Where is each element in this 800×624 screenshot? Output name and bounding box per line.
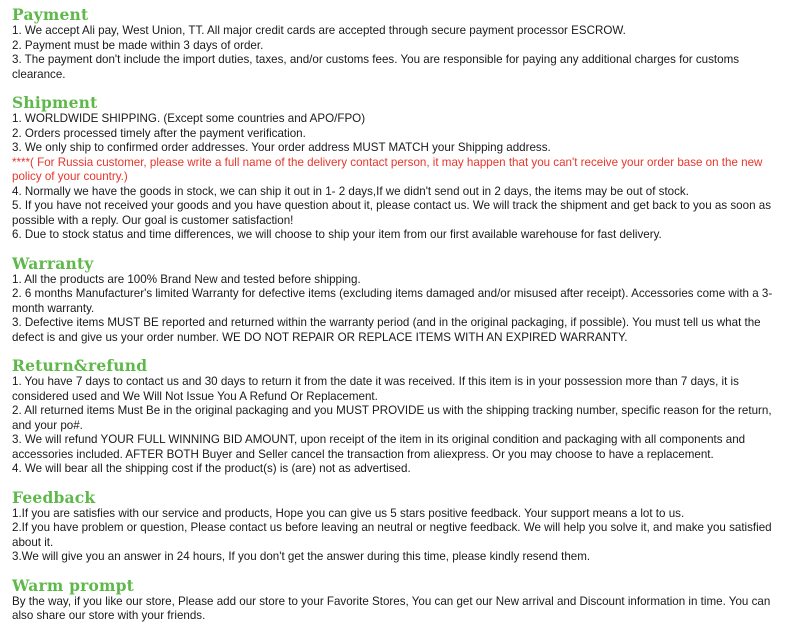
feedback-section bbox=[12, 488, 792, 565]
policy-line: 3. We will refund YOUR FULL WINNING BID AMOUNT, upon receipt of the item in its original condition and packaging with all components and accessories included. AFTER BOTH Buyer and Seller cancel the transaction from aliexpress. Or you may choose to have a replacement. bbox=[12, 433, 746, 461]
policy-line: 3. Defective items MUST BE reported and returned within the warranty period (and in the original packaging, if possible). You must tell us what the defect is and give us your order number. WE DO NOT REPAIR OR REPLACE ITEMS WITH AN EXPIRED WARRANTY. bbox=[12, 316, 761, 344]
policy-line: 5. If you have not received your goods and you have question about it, please contact us. We will track the shipment and get back to you as soon as possible with a reply. Our goal is customer satisfaction! bbox=[12, 199, 771, 227]
section-title: Feedback bbox=[12, 487, 96, 507]
policy-line: 2. Payment must be made within 3 days of order. bbox=[12, 38, 264, 52]
policy-line: 1. You have 7 days to contact us and 30 days to return it from the date it was received. If this item is in your possession more than 7 days, it is considered used and We Will Not Issue You A Refund Or Replacement. bbox=[12, 375, 739, 403]
section-title: Shipment bbox=[12, 93, 98, 112]
russia-notice: ****( For Russia customer, please write a full name of the delivery contact person, it may happen that you can't receive your order base on the new policy of your country.) bbox=[12, 155, 763, 183]
policy-line: 3. We only ship to confirmed order addresses. Your order address MUST MATCH your Shipping address. bbox=[12, 141, 551, 154]
policy-line: 3. The payment don't include the import duties, taxes, and/or customs fees. You are responsible for paying any additional charges for customs clearance. bbox=[12, 53, 740, 81]
policy-line: 2. All returned items Must Be in the original packaging and you MUST PROVIDE us with the shipping tracking number, specific reason for the return, and your po#. bbox=[12, 404, 772, 432]
section-title: Warm prompt bbox=[12, 575, 135, 595]
policy-line: By the way, if you like our store, Please add our store to your Favorite Stores, You can get our New arrival and Discount information in time. You can also share our store with your friends. bbox=[12, 594, 771, 622]
policy-line: 1.If you are satisfies with our service and products, Hope you can give us 5 stars positive feedback. Your support means a lot to us. bbox=[12, 506, 685, 520]
policy-document bbox=[12, 5, 792, 624]
shipment-section bbox=[12, 93, 792, 243]
policy-line: 4. We will bear all the shipping cost if the product(s) is (are) not as advertised. bbox=[12, 462, 411, 475]
policy-line: 2. 6 months Manufacturer's limited Warranty for defective items (excluding items damaged and/or misused after receipt). Accessories come with a 3-month warranty. bbox=[12, 287, 773, 315]
policy-line: 2. Orders processed timely after the payment verification. bbox=[12, 126, 306, 140]
return-refund-section bbox=[12, 356, 792, 477]
section-title: Return&refund bbox=[12, 356, 148, 375]
policy-line: 6. Due to stock status and time differences, we will choose to ship your item from our first available warehouse for fast delivery. bbox=[12, 228, 662, 241]
policy-line: 4. Normally we have the goods in stock, we can ship it out in 1- 2 days,If we didn't send out in 2 days, the items may be out of stock. bbox=[12, 184, 689, 198]
payment-section bbox=[12, 5, 792, 82]
section-title: Warranty bbox=[12, 253, 94, 273]
policy-line: 1. WORLDWIDE SHIPPING. (Except some countries and APO/FPO) bbox=[12, 112, 366, 125]
section-title: Payment bbox=[12, 5, 89, 24]
policy-line: 1. We accept Ali pay, West Union, TT. All major credit cards are accepted through secure payment processor ESCROW. bbox=[12, 24, 626, 37]
policy-line: 1. All the products are 100% Brand New and tested before shipping. bbox=[12, 272, 361, 286]
policy-line: 3.We will give you an answer in 24 hours, If you don't get the answer during this time, please kindly resend them. bbox=[12, 550, 591, 563]
warm-prompt-section bbox=[12, 576, 792, 624]
warranty-section bbox=[12, 254, 792, 346]
policy-line: 2.If you have problem or question, Please contact us before leaving an neutral or negtive feedback. We will help you solve it, and make you satisfied about it. bbox=[12, 521, 772, 549]
